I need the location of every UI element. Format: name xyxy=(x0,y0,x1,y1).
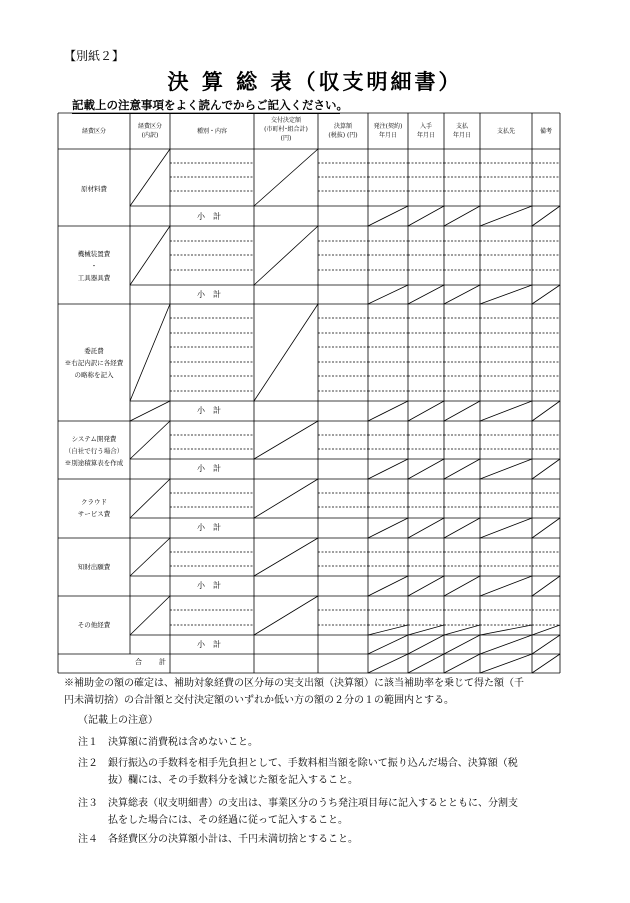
subtotal-label: 小計 xyxy=(197,581,229,590)
diagonal-line xyxy=(444,459,480,479)
diagonal-line xyxy=(480,518,532,538)
header-settle: 決算額 (税抜) (円) xyxy=(328,123,358,139)
subtotal-label: 小計 xyxy=(197,406,229,415)
header-category: 経費区分 xyxy=(81,128,106,135)
diagonal-line xyxy=(130,226,170,285)
diagonal-line xyxy=(480,401,532,421)
header-breakdown: 経費区分 (内訳) xyxy=(137,123,162,139)
diagonal-line xyxy=(408,635,444,654)
subtotal-label: 小計 xyxy=(197,212,229,221)
diagonal-line xyxy=(130,479,170,518)
diagonal-line xyxy=(444,285,480,304)
diagonal-line xyxy=(368,285,408,304)
diagonal-line xyxy=(130,401,170,421)
header-payment: 支払 年月日 xyxy=(452,123,471,139)
diagonal-line xyxy=(480,654,532,673)
diagonal-line xyxy=(254,226,318,285)
category-materials: 原材料費 xyxy=(81,185,107,193)
diagonal-line xyxy=(444,635,480,654)
header-order: 発注(契約) 年月日 xyxy=(373,123,403,139)
diagonal-line xyxy=(532,401,560,421)
diagonal-line xyxy=(130,596,170,635)
header-receipt: 入手 年月日 xyxy=(416,123,435,139)
diagonal-line xyxy=(368,518,408,538)
diagonal-line xyxy=(130,149,170,206)
diagonal-line xyxy=(444,401,480,421)
diagonal-line xyxy=(130,304,170,401)
diagonal-line xyxy=(532,635,560,654)
category-system-dev: システム開発費 （自社で行う場合） ※別途積算表を作成 xyxy=(64,435,124,467)
instruction-text: 記載上の注意事項をよく読んでからご記入ください。 xyxy=(72,98,348,112)
category-other: その他経費 xyxy=(77,621,111,629)
diagonal-line xyxy=(368,401,408,421)
notes-heading: （記載上の注意） xyxy=(78,715,158,726)
diagonal-line xyxy=(532,206,560,226)
diagonal-line xyxy=(408,459,444,479)
note-3-text: 決算総表（収支明細書）の支出は、事業区分のうち発注項目毎に記入するとともに、分割支 払をした場合には、その経過に従って記入すること。 xyxy=(108,798,518,826)
subtotal-label: 小計 xyxy=(197,290,229,299)
diagonal-line xyxy=(130,421,170,459)
diagonal-line xyxy=(368,635,408,654)
diagonal-line xyxy=(480,635,532,654)
diagonal-line xyxy=(480,285,532,304)
header-remarks: 備考 xyxy=(539,128,552,135)
diagonal-line xyxy=(532,285,560,304)
diagonal-line xyxy=(254,149,318,206)
diagonal-line xyxy=(444,206,480,226)
diagonal-line xyxy=(532,459,560,479)
diagonal-line xyxy=(368,576,408,596)
diagonal-line xyxy=(368,459,408,479)
diagonal-line xyxy=(254,479,318,518)
subtotal-label: 小計 xyxy=(197,523,229,532)
note-1-text: 決算額に消費税は含めないこと。 xyxy=(108,737,258,748)
note-3: 注３ xyxy=(78,798,98,809)
diagonal-line xyxy=(480,576,532,596)
diagonal-line xyxy=(130,538,170,576)
category-cloud: クラウド サービス費 xyxy=(77,498,111,518)
diagonal-line xyxy=(444,654,480,673)
diagonal-line xyxy=(532,654,560,673)
category-ip-filing: 知財出願費 xyxy=(77,563,111,571)
diagonal-line xyxy=(408,654,444,673)
category-outsourcing: 委託費 ※右記内訳に各経費 の略称を記入 xyxy=(64,347,124,379)
diagonal-line xyxy=(532,518,560,538)
header-type: 種別・内容 xyxy=(196,128,227,135)
subtotal-label: 小計 xyxy=(197,640,229,649)
diagonal-line xyxy=(444,625,480,635)
header-grant: 交付決定額 (市町村･組合計) (円) xyxy=(264,117,308,142)
diagonal-line xyxy=(368,625,408,635)
diagonal-line xyxy=(480,206,532,226)
category-machinery: 機械装置費 ・ 工具器具費 xyxy=(77,250,111,282)
note-2-text: 銀行振込の手数料を相手先負担として、手数料相当額を除いて振り込んだ場合、決算額（税 抜）欄には、その手数料分を減じた額を記入すること。 xyxy=(108,758,518,786)
diagonal-line xyxy=(368,654,408,673)
diagonal-line xyxy=(444,576,480,596)
diagonal-line xyxy=(408,401,444,421)
subtotal-label: 小計 xyxy=(197,464,229,473)
diagonal-line xyxy=(254,538,318,576)
diagonal-line xyxy=(532,576,560,596)
diagonal-line xyxy=(254,304,318,401)
diagonal-line xyxy=(408,518,444,538)
note-4: 注４ xyxy=(78,834,98,845)
diagonal-line xyxy=(368,206,408,226)
note-1: 注１ xyxy=(78,737,98,748)
diagonal-line xyxy=(480,459,532,479)
header-payee: 支払先 xyxy=(496,128,515,135)
note-4-text: 各経費区分の決算額小計は、千円未満切捨とすること。 xyxy=(108,834,358,845)
note-2: 注２ xyxy=(78,758,98,769)
diagonal-line xyxy=(408,576,444,596)
total-label: 合 計 xyxy=(135,658,167,666)
diagonal-line xyxy=(254,421,318,459)
diagonal-line xyxy=(408,206,444,226)
annex-label: 【別紙２】 xyxy=(64,49,125,63)
diagonal-line xyxy=(480,625,532,635)
page-title: 決 算 総 表（収支明細書） xyxy=(167,70,463,94)
diagonal-line xyxy=(254,596,318,635)
diagonal-line xyxy=(532,625,560,635)
diagonal-line xyxy=(408,285,444,304)
diagonal-line xyxy=(408,625,444,635)
main-note: ※補助金の額の確定は、補助対象経費の区分毎の実支出額（決算額）に該当補助率を乗じて得た額（千 円未満切捨）の合計額と交付決定額のいずれか低い方の額の２分の１の範囲内とする。 xyxy=(64,678,524,706)
diagonal-line xyxy=(444,518,480,538)
